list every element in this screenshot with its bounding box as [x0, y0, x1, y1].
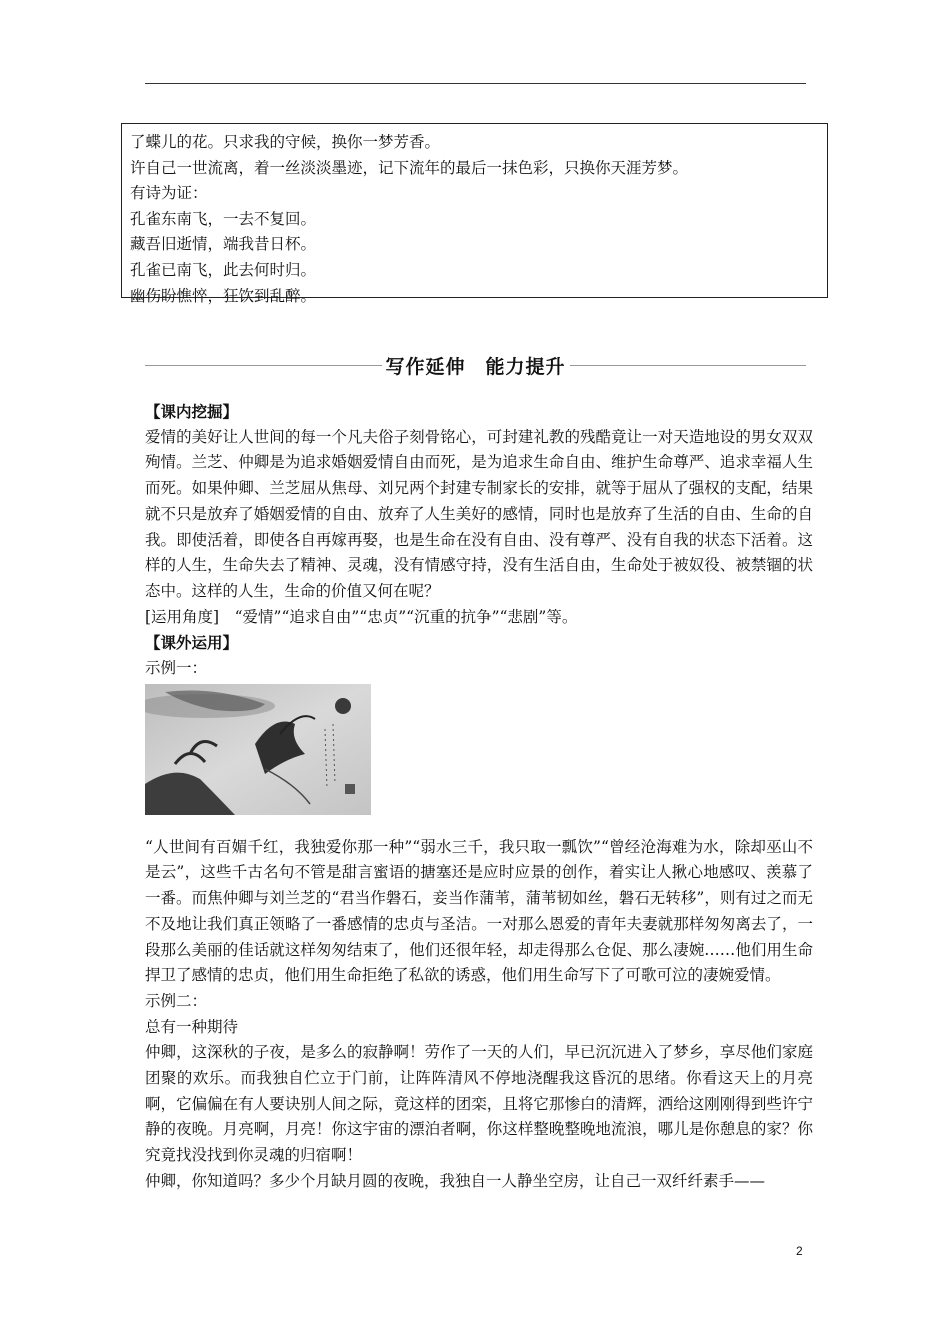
section-title — [145, 350, 806, 380]
example2-paragraph: 仲卿，你知道吗？多少个月缺月圆的夜晚，我独自一人静坐空房，让自己一双纤纤素手—— — [145, 1171, 766, 1190]
peacock-painting-image — [145, 684, 371, 815]
poem-box — [121, 123, 828, 305]
inclass-heading: 【课内挖掘】 — [145, 402, 239, 421]
box-line: 孔雀东南飞，一去不复回。 — [130, 209, 317, 228]
outclass-heading: 【课外运用】 — [145, 633, 239, 653]
example2-title: 总有一种期待 — [145, 1017, 239, 1036]
box-line: 许自己一世流离，着一丝淡淡墨迹，记下流年的最后一抹色彩，只换你天涯芳梦。 — [130, 158, 689, 177]
box-line: 藏吾旧逝情，端我昔日杯。 — [130, 235, 317, 254]
box-line: 有诗为证： — [130, 184, 208, 203]
usage-angles: [运用角度] “爱情”“追求自由”“忠贞”“沉重的抗争”“悲剧”等。 — [145, 607, 578, 626]
box-line: 孔雀已南飞，此去何时归。 — [130, 260, 317, 279]
main-content — [145, 399, 813, 1195]
title-rule-left — [145, 365, 382, 366]
box-line: 幽伤盼憔悴，狂饮到乱醉。 — [130, 286, 317, 305]
page-number: 2 — [796, 1244, 803, 1258]
example2-paragraph: 仲卿，这深秋的子夜，是多么的寂静啊！劳作了一天的人们，早已沉沉进入了梦乡，享尽他们家庭团聚的欢乐。而我独自伫立于门前，让阵阵清风不停地浇醒我这昏沉的思绪。你看这天上的月亮啊，它偏偏在有人要诀别人间之际，竟这样的团栾，且将它那惨白的清辉，洒给这刚刚得到些许宁静的夜晚。月亮啊，月亮！你这宇宙的漂泊者啊，你这样整晚整晚地流浪，哪儿是你憩息的家？你究竟找没找到你灵魂的归宿啊！ — [145, 1043, 813, 1165]
example1-text: “人世间有百媚千红，我独爱你那一种”“弱水三千，我只取一瓢饮”“曾经沧海难为水，除却巫山不是云”，这些千古名句不管是甜言蜜语的搪塞还是应时应景的创作，着实让人揪心地感叹、羡慕了一番。而焦仲卿与刘兰芝的“君当作磐石，妾当作蒲苇，蒲苇韧如丝，磐石无转移”，则有过之而无不及地让我们真正领略了一番感情的忠贞与圣洁。一对那么恩爱的青年夫妻就那样匆匆离去了，一段那么美丽的佳话就这样匆匆结束了，他们还很年轻，却走得那么仓促、那么凄婉……他们用生命捍卫了感情的忠贞，他们用生命拒绝了私欲的诱惑，他们用生命写下了可歌可泣的凄婉爱情。 — [145, 837, 813, 985]
section-title-text: 写作延伸 能力提升 — [385, 355, 566, 378]
inclass-paragraph: 爱情的美好让人世间的每一个凡夫俗子刻骨铭心，可封建礼教的残酷竟让一对天造地设的男女双双殉情。兰芝、仲卿是为追求婚姻爱情自由而死，是为追求生命自由、维护生命尊严、追求幸福人生而死。如果仲卿、兰芝屈从焦母、刘兄两个封建专制家长的安排，就等于屈从了强权的支配，结果就不只是放弃了婚姻爱情的自由、放弃了人生美好的感情，同时也是放弃了生活的自由、生命的自我。即使活着，即使各自再嫁再娶，也是生命在没有自由、没有尊严、没有自我的状态下活着。这样的人生，生命失去了精神、灵魂，没有情感守持，没有生活自由，生命处于被奴役、被禁锢的状态中。这样的人生，生命的价值又何在呢？ — [145, 427, 813, 600]
title-rule-right — [570, 365, 807, 366]
example2-label: 示例二： — [145, 991, 208, 1010]
box-line: 了蝶儿的花。只求我的守候，换你一梦芳香。 — [130, 133, 441, 151]
header-rule — [145, 83, 806, 84]
example1-label: 示例一： — [145, 659, 208, 678]
